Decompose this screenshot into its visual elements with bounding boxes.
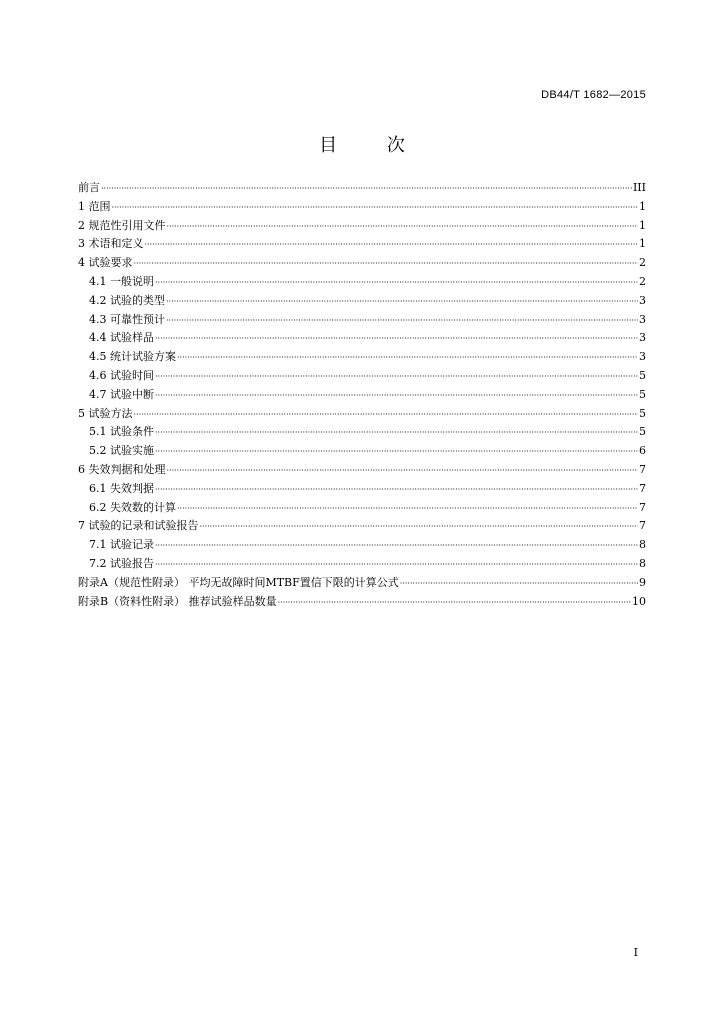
toc-entry-page: 3 [639,350,646,364]
toc-entry-page: 1 [639,237,646,251]
toc-entry-page: 8 [639,538,646,552]
toc-entry-page: 2 [639,274,646,288]
toc-entry-page: III [632,181,646,194]
toc-entry-label: 7.2 试验报告 [89,556,154,570]
toc-title-char-1: 目 [319,135,338,156]
toc-list [78,179,646,611]
dot-leader [112,199,639,218]
toc-entry-label: 4 试验要求 [78,256,133,270]
toc-entry-page: 7 [639,481,646,495]
toc-entry[interactable] [78,367,646,386]
toc-entry[interactable] [78,405,646,424]
toc-entry-label: 5.1 试验条件 [89,425,154,439]
dot-leader [155,274,638,293]
dot-leader [155,368,638,387]
dot-leader [166,293,638,312]
toc-entry[interactable] [78,480,646,499]
toc-entry-page: 1 [639,199,646,213]
toc-entry-label: 附录A（规范性附录） 平均无故障时间MTBF置信下限的计算公式 [78,575,399,589]
toc-entry-page: 6 [639,444,646,458]
toc-entry-page: 9 [639,575,646,589]
dot-leader [155,556,638,575]
toc-entry-page: 2 [639,256,646,270]
toc-entry-label: 7 试验的记录和试验报告 [78,519,199,533]
dot-leader [155,330,638,349]
toc-entry-page: 7 [639,500,646,514]
toc-entry[interactable] [78,292,646,311]
toc-entry[interactable] [78,254,646,273]
toc-entry-page: 5 [639,406,646,420]
toc-entry[interactable] [78,423,646,442]
dot-leader [101,180,632,199]
toc-entry[interactable] [78,517,646,536]
dot-leader [200,518,639,537]
toc-entry-label: 6 失效判据和处理 [78,462,166,476]
dot-leader [167,218,639,237]
toc-entry-page: 7 [639,462,646,476]
dot-leader [166,312,638,331]
toc-entry-label: 4.4 试验样品 [89,331,154,345]
dot-leader [155,424,638,443]
dot-leader [134,255,639,274]
dot-leader [155,537,638,556]
toc-entry[interactable] [78,499,646,518]
toc-title-char-2: 次 [386,135,405,156]
toc-entry-label: 7.1 试验记录 [89,538,154,552]
toc-entry-label: 4.2 试验的类型 [89,293,165,307]
toc-entry-label: 4.5 统计试验方案 [89,350,176,364]
dot-leader [134,406,639,425]
toc-entry[interactable] [78,574,646,593]
document-code: DB44/T 1682—2015 [541,89,646,101]
toc-entry[interactable] [78,461,646,480]
toc-entry-page: 7 [639,519,646,533]
toc-entry-label: 2 规范性引用文件 [78,218,166,232]
toc-entry[interactable] [78,536,646,555]
toc-entry-label: 6.2 失效数的计算 [89,500,176,514]
dot-leader [400,575,638,594]
dot-leader [177,500,638,519]
toc-entry-label: 3 术语和定义 [78,237,144,251]
toc-entry-page: 1 [639,218,646,232]
footer-page-number: I [633,946,638,959]
toc-entry[interactable] [78,348,646,367]
toc-entry[interactable] [78,273,646,292]
toc-entry[interactable] [78,235,646,254]
toc-entry[interactable] [78,329,646,348]
toc-entry[interactable] [78,386,646,405]
dot-leader [155,387,638,406]
dot-leader [167,462,639,481]
toc-entry-label: 5 试验方法 [78,406,133,420]
toc-entry-page: 3 [639,293,646,307]
toc-entry-page: 3 [639,331,646,345]
toc-entry-label: 附录B（资料性附录） 推荐试验样品数量 [78,594,277,608]
toc-entry-label: 前言 [78,181,100,194]
toc-entry-label: 4.7 试验中断 [89,387,154,401]
dot-leader [155,443,638,462]
toc-entry[interactable] [78,198,646,217]
toc-entry-label: 4.6 试验时间 [89,368,154,382]
toc-entry-label: 5.2 试验实施 [89,444,154,458]
toc-entry[interactable] [78,179,646,198]
dot-leader [155,481,638,500]
toc-entry[interactable] [78,217,646,236]
toc-entry[interactable] [78,555,646,574]
dot-leader [145,236,639,255]
toc-entry-label: 6.1 失效判据 [89,481,154,495]
toc-entry-page: 5 [639,368,646,382]
toc-entry-label: 4.3 可靠性预计 [89,312,165,326]
toc-entry-page: 5 [639,387,646,401]
toc-entry[interactable] [78,442,646,461]
toc-entry-page: 3 [639,312,646,326]
toc-entry[interactable] [78,311,646,330]
toc-entry-label: 1 范围 [78,199,111,213]
toc-entry-page: 5 [639,425,646,439]
dot-leader [278,594,631,613]
toc-entry-page: 10 [632,594,646,608]
toc-entry[interactable] [78,593,646,612]
dot-leader [177,349,638,368]
toc-title [0,131,724,157]
toc-entry-page: 8 [639,556,646,570]
toc-entry-label: 4.1 一般说明 [89,274,154,288]
